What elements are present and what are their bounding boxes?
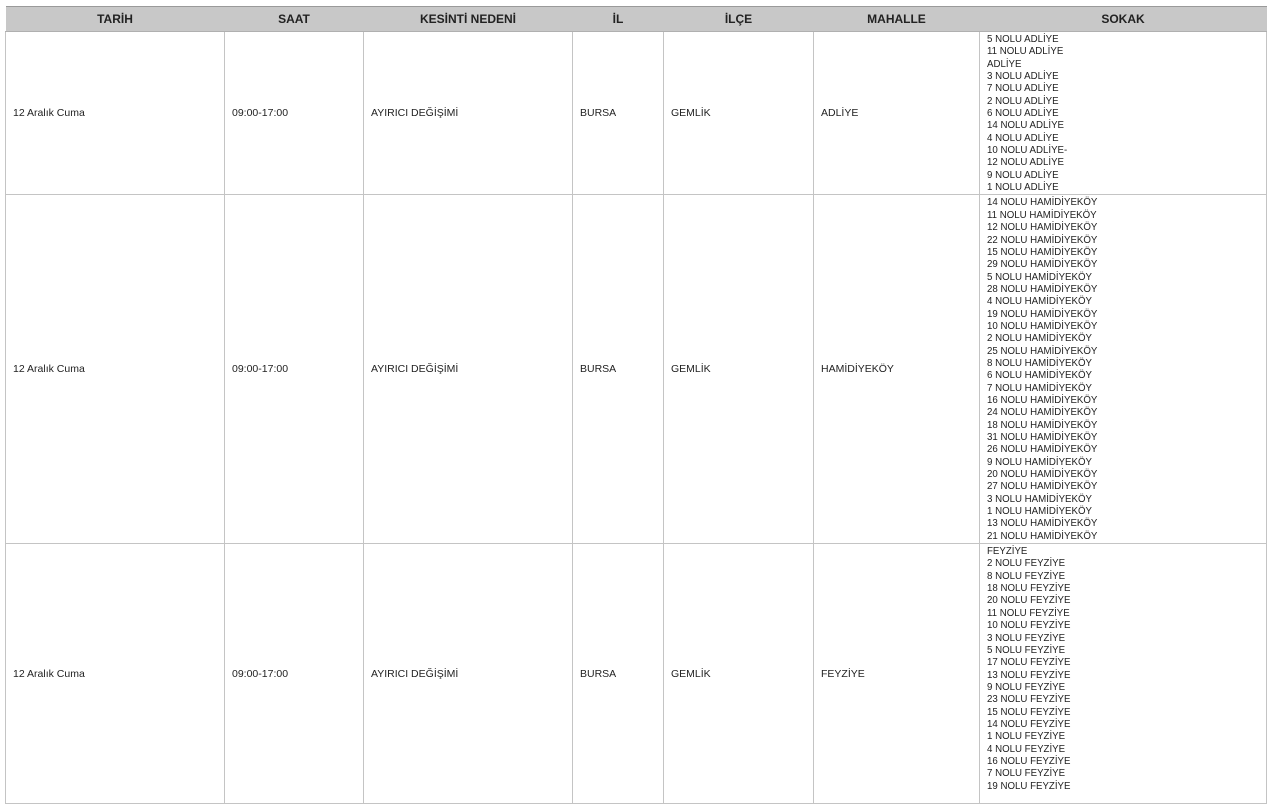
street-item: 22 NOLU HAMİDİYEKÖY: [987, 234, 1098, 246]
street-item: 7 NOLU ADLİYE: [987, 83, 1059, 95]
street-item: 29 NOLU HAMİDİYEKÖY: [987, 259, 1098, 271]
street-item: 11 NOLU HAMİDİYEKÖY: [987, 209, 1097, 221]
street-item: 25 NOLU HAMİDİYEKÖY: [987, 345, 1098, 357]
table-row: [6, 544, 1267, 804]
cell-ilce: GEMLİK: [664, 32, 814, 195]
cell-saat: 09:00-17:00: [225, 544, 364, 804]
street-item: 24 NOLU HAMİDİYEKÖY: [987, 407, 1098, 419]
cell-sokak: [980, 195, 1267, 544]
street-item: 21 NOLU HAMİDİYEKÖY: [987, 530, 1098, 542]
table-row: [6, 195, 1267, 544]
street-item: 13 NOLU HAMİDİYEKÖY: [987, 518, 1098, 530]
street-item: 2 NOLU ADLİYE: [987, 95, 1059, 107]
cell-kesinti-nedeni: AYIRICI DEĞİŞİMİ: [364, 195, 573, 544]
street-item: 10 NOLU HAMİDİYEKÖY: [987, 320, 1098, 332]
street-item: 3 NOLU HAMİDİYEKÖY: [987, 493, 1092, 505]
street-item: 6 NOLU HAMİDİYEKÖY: [987, 370, 1092, 382]
street-item: 14 NOLU ADLİYE: [987, 120, 1064, 132]
street-item: 20 NOLU HAMİDİYEKÖY: [987, 469, 1098, 481]
cell-sokak: [980, 544, 1267, 804]
street-item: 14 NOLU HAMİDİYEKÖY: [987, 197, 1098, 209]
cell-mahalle: HAMİDİYEKÖY: [814, 195, 980, 544]
street-item: 31 NOLU HAMİDİYEKÖY: [987, 432, 1098, 443]
street-item: 10 NOLU ADLİYE-: [987, 145, 1068, 157]
street-item: 17 NOLU FEYZİYE: [987, 657, 1071, 669]
outage-table-container: [5, 6, 1266, 804]
cell-saat: 09:00-17:00: [225, 32, 364, 195]
cell-tarih: 12 Aralık Cuma: [6, 544, 225, 804]
street-item: 1 NOLU FEYZİYE: [987, 731, 1066, 743]
cell-mahalle: ADLİYE: [814, 32, 980, 195]
street-item: 20 NOLU FEYZİYE: [987, 595, 1071, 607]
street-item: 5 NOLU ADLİYE: [987, 34, 1059, 45]
street-item: 4 NOLU ADLİYE: [987, 132, 1059, 144]
street-item: 23 NOLU FEYZİYE: [987, 694, 1071, 706]
street-item: 27 NOLU HAMİDİYEKÖY: [987, 481, 1098, 493]
cell-kesinti-nedeni: AYIRICI DEĞİŞİMİ: [364, 544, 573, 804]
street-item: 15 NOLU FEYZİYE: [987, 706, 1071, 718]
street-item: 18 NOLU HAMİDİYEKÖY: [987, 419, 1098, 431]
cell-tarih: 12 Aralık Cuma: [6, 32, 225, 195]
header-il: İL: [573, 7, 664, 32]
cell-tarih: 12 Aralık Cuma: [6, 195, 225, 544]
cell-il: BURSA: [573, 195, 664, 544]
street-item: 12 NOLU HAMİDİYEKÖY: [987, 222, 1098, 234]
header-saat: SAAT: [225, 7, 364, 32]
street-item: 9 NOLU FEYZİYE: [987, 681, 1066, 693]
cell-kesinti-nedeni: AYIRICI DEĞİŞİMİ: [364, 32, 573, 195]
cell-ilce: GEMLİK: [664, 544, 814, 804]
street-item: 16 NOLU HAMİDİYEKÖY: [987, 394, 1098, 406]
street-item: 4 NOLU HAMİDİYEKÖY: [987, 296, 1092, 308]
street-item: 10 NOLU FEYZİYE: [987, 620, 1071, 632]
street-item: 6 NOLU ADLİYE: [987, 108, 1059, 120]
street-item: 26 NOLU HAMİDİYEKÖY: [987, 444, 1098, 456]
header-kesinti-nedeni: KESİNTİ NEDENİ: [364, 7, 573, 32]
header-tarih: TARİH: [6, 7, 225, 32]
street-item: 13 NOLU FEYZİYE: [987, 669, 1071, 681]
street-item: 3 NOLU ADLİYE: [987, 71, 1059, 83]
street-item: 18 NOLU FEYZİYE: [987, 583, 1071, 595]
cell-il: BURSA: [573, 32, 664, 195]
street-item: 7 NOLU HAMİDİYEKÖY: [987, 382, 1092, 394]
cell-ilce: GEMLİK: [664, 195, 814, 544]
street-item: 1 NOLU HAMİDİYEKÖY: [987, 506, 1092, 518]
street-item: 19 NOLU HAMİDİYEKÖY: [987, 308, 1098, 320]
street-item: 2 NOLU FEYZİYE: [987, 558, 1066, 570]
street-item: 1 NOLU ADLİYE: [987, 182, 1059, 194]
street-item: 5 NOLU FEYZİYE: [987, 644, 1066, 656]
street-item: 15 NOLU HAMİDİYEKÖY: [987, 246, 1098, 258]
cell-saat: 09:00-17:00: [225, 195, 364, 544]
street-item: 5 NOLU HAMİDİYEKÖY: [987, 271, 1092, 283]
outage-table: [5, 6, 1267, 804]
header-sokak: SOKAK: [980, 7, 1267, 32]
street-item: 9 NOLU HAMİDİYEKÖY: [987, 456, 1092, 468]
street-item: 4 NOLU FEYZİYE: [987, 743, 1066, 755]
street-item: 8 NOLU HAMİDİYEKÖY: [987, 357, 1092, 369]
street-item: 11 NOLU FEYZİYE: [987, 607, 1070, 619]
street-item: 14 NOLU FEYZİYE: [987, 718, 1071, 730]
street-item: 2 NOLU HAMİDİYEKÖY: [987, 333, 1092, 345]
street-item: 7 NOLU FEYZİYE: [987, 768, 1066, 780]
cell-mahalle: FEYZİYE: [814, 544, 980, 804]
header-row: [6, 7, 1267, 32]
street-item: ADLİYE: [987, 58, 1022, 70]
street-item: 11 NOLU ADLİYE: [987, 46, 1064, 58]
street-item: FEYZİYE: [987, 546, 1028, 558]
street-item: 3 NOLU FEYZİYE: [987, 632, 1066, 644]
table-row: [6, 32, 1267, 195]
header-mahalle: MAHALLE: [814, 7, 980, 32]
street-item: 8 NOLU FEYZİYE: [987, 570, 1066, 582]
street-item: 9 NOLU ADLİYE: [987, 169, 1059, 181]
cell-il: BURSA: [573, 544, 664, 804]
street-item: 28 NOLU HAMİDİYEKÖY: [987, 283, 1098, 295]
street-item: 12 NOLU ADLİYE: [987, 157, 1064, 169]
street-item: 16 NOLU FEYZİYE: [987, 755, 1071, 767]
street-item: 19 NOLU FEYZİYE: [987, 780, 1071, 792]
cell-sokak: [980, 32, 1267, 195]
header-ilce: İLÇE: [664, 7, 814, 32]
